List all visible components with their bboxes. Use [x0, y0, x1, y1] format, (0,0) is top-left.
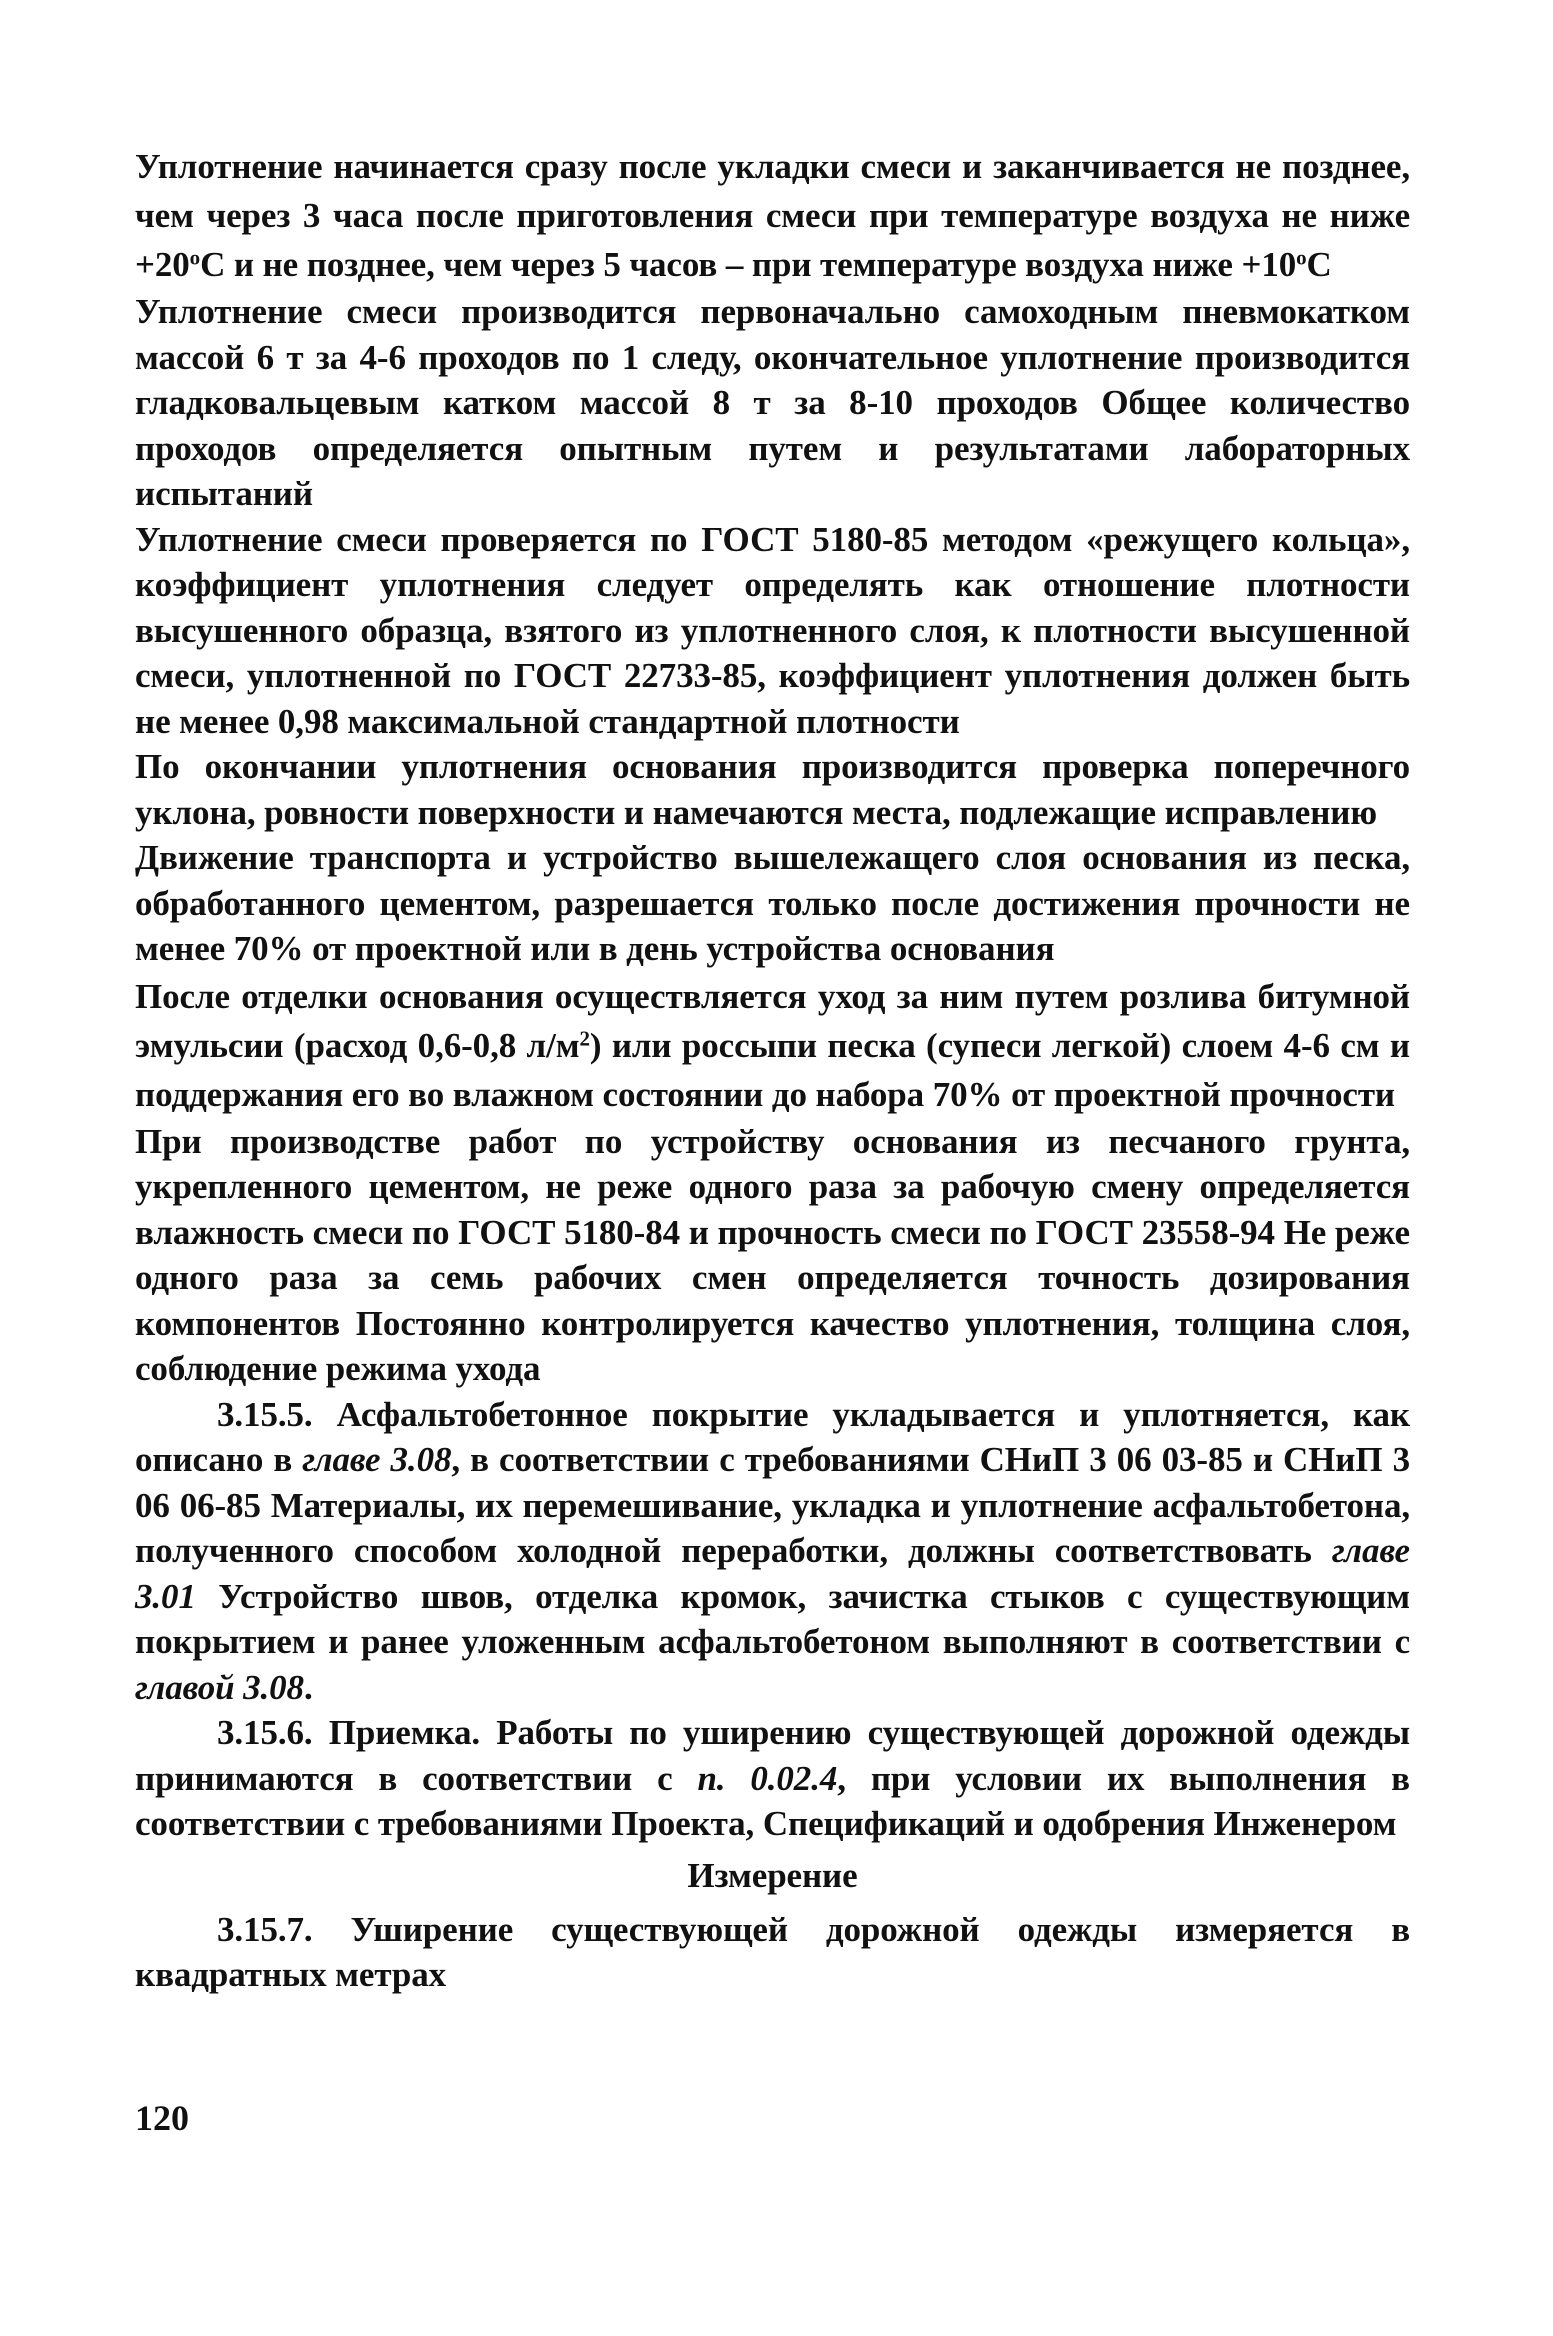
text-run: ) или россыпи песка (супеси легкой) слоем 4-6 см и поддержания его во влажном состоянии до набора 70% от проектной прочности [135, 1025, 1410, 1114]
text-run: Уплотнение начинается сразу после укладки смеси и заканчивается не позднее, чем через 3 часа после приготовления смеси при температуре воздуха не ниже +20 [135, 147, 1410, 284]
degree-superscript: o [189, 245, 201, 270]
text-run: , при условии их выполнения в соответствии с требованиями Проекта, Спецификаций и одобрения Инженером [135, 1758, 1410, 1843]
section-number: 3.15.7. [217, 1909, 313, 1949]
paragraph-compaction-check: Уплотнение смеси проверяется по ГОСТ 5180-85 методом «режущего кольца», коэффициент уплотнения следует определять как отношение плотности высушенного образца, взятого из уплотненного слоя, к плотности высушенной смеси, уплотненной по ГОСТ 22733-85, коэффициент уплотнения должен быть не менее 0,98 максимальной стандартной плотности [135, 519, 1410, 741]
section-3-15-5 [135, 1392, 1410, 1711]
page-number: 120 [135, 2098, 189, 2138]
chapter-reference: главе 3.08 [302, 1440, 452, 1479]
paragraph-slope-check: По окончании уплотнения основания производится проверка поперечного уклона, ровности поверхности и намечаются места, подлежащие исправлению [135, 747, 1410, 832]
text-run: Работы по уширению существующей дорожной одежды принимаются в соответствии с [135, 1713, 1411, 1798]
text-run: После отделки основания осуществляется уход за ним путем розлива битумной эмульсии (расход 0,6-0,8 л/м [135, 976, 1410, 1065]
paragraph-quality-control: При производстве работ по устройству основания из песчаного грунта, укрепленного цементом, не реже одного раза за рабочую смену определяется влажность смеси по ГОСТ 5180-84 и прочность смеси по ГОСТ 23558-94 Не реже одного раза за семь рабочих смен определяется точность дозирования компонентов Постоянно контролируется качество уплотнения, толщина слоя, соблюдение режима ухода [135, 1121, 1410, 1388]
section-3-15-6 [135, 1710, 1410, 1847]
chapter-reference: главой 3.08 [135, 1667, 304, 1707]
text-run: . [303, 1667, 313, 1707]
paragraph-compaction-start [135, 142, 1410, 289]
text-run: Уширение существующей дорожной одежды измеряется в квадратных метрах [135, 1909, 1410, 1994]
clause-reference: п. 0.02.4 [697, 1758, 838, 1798]
text-run: С и не позднее, чем через 5 часов – при температуре воздуха ниже +10 [200, 245, 1297, 284]
squared-superscript: 2 [579, 1025, 590, 1050]
paragraph-curing [135, 972, 1410, 1119]
text-run: Устройство швов, отделка кромок, зачистка стыков с существующим покрытием и ранее уложенным асфальтобетоном выполняют в соответствии с [135, 1576, 1410, 1661]
degree-superscript: o [1296, 245, 1307, 270]
section-3-15-7 [135, 1907, 1410, 1998]
text-run: Асфальтобетонное покрытие укладывается и уплотняется, как описано в [135, 1394, 1410, 1479]
chapter-reference: главе 3.01 [135, 1531, 1410, 1616]
section-title: Приемка. [312, 1713, 481, 1752]
text-run: , в соответствии с требованиями СНиП 3 06 03-85 и СНиП 3 06 06-85 Материалы, их перемешивание, укладка и уплотнение асфальтобетона, полученного способом холодной переработки, должны соответствовать [135, 1440, 1410, 1570]
paragraph-traffic: Движение транспорта и устройство вышележащего слоя основания из песка, обработанного цементом, разрешается только после достижения прочности не менее 70% от проектной или в день устройства основания [135, 838, 1410, 968]
paragraph-compaction-method: Уплотнение смеси производится первоначально самоходным пневмокатком массой 6 т за 4-6 проходов по 1 следу, окончательное уплотнение производится гладковальцевым катком массой 8 т за 8-10 проходов Общее количество проходов определяется опытным путем и результатами лабораторных испытаний [135, 292, 1410, 513]
text-run: С [1306, 245, 1332, 284]
section-heading-measurement: Измерение [687, 1855, 858, 1895]
section-number: 3.15.6. [217, 1713, 313, 1752]
section-number: 3.15.5. [217, 1394, 313, 1434]
body-text [135, 142, 1410, 1998]
